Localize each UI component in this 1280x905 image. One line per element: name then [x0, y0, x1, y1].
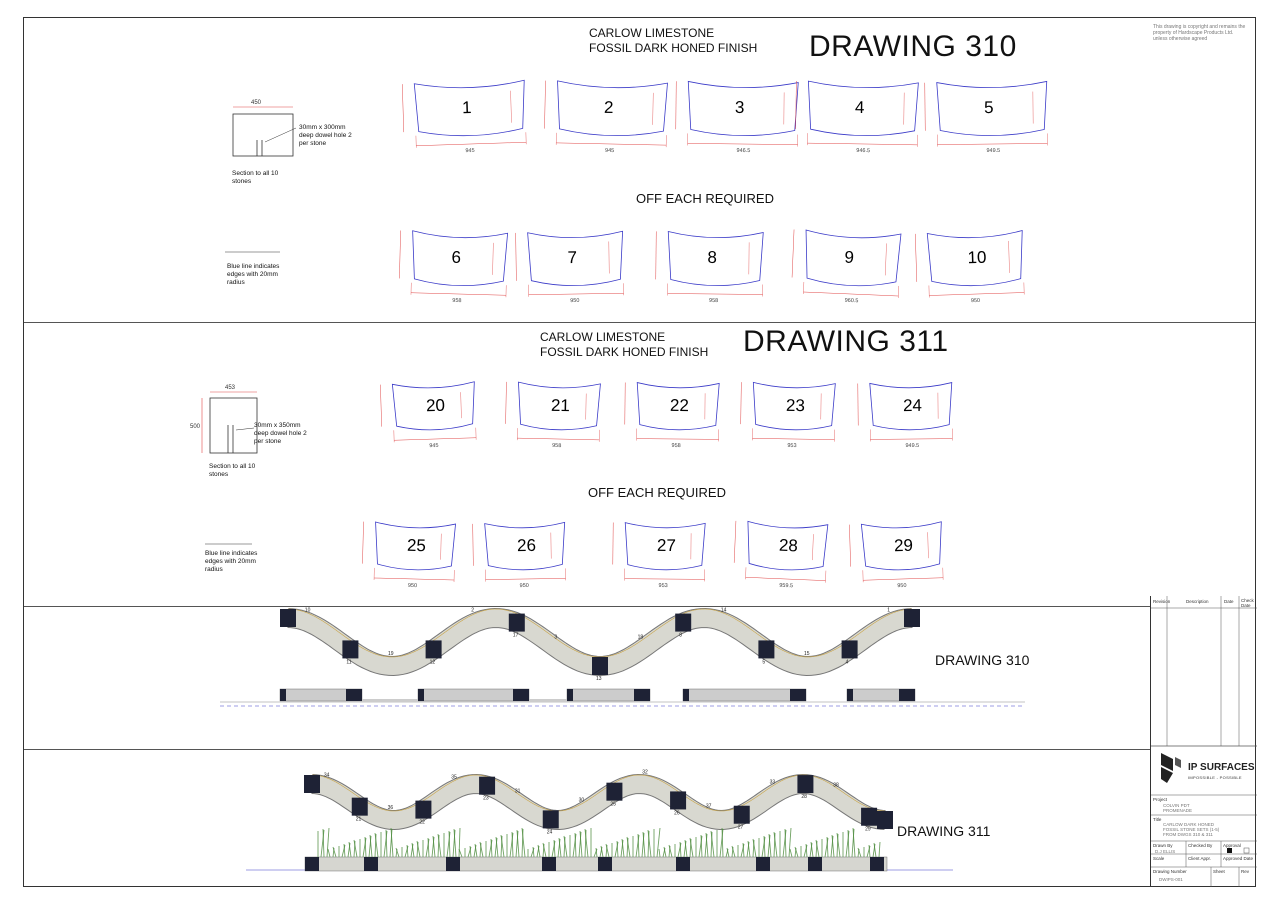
plan-label: DRAWING 310: [935, 652, 1030, 668]
stone-number: 25: [406, 535, 427, 556]
drawing-number-value: DWIPS-001: [1159, 877, 1183, 882]
project-label: Project: [1153, 797, 1168, 802]
seat-block: [479, 777, 495, 795]
stone-number: 9: [844, 247, 855, 268]
tb-header: Date: [1224, 599, 1234, 604]
stone-number: 20: [425, 395, 446, 416]
stone-width-dim: 959.5: [779, 582, 794, 590]
drawn-value: D.J ELLIS: [1155, 849, 1176, 854]
plan-number: 4: [845, 659, 849, 666]
plan-number: 38: [833, 782, 839, 789]
stone-number: 21: [550, 395, 571, 416]
scale-label: Scale: [1153, 856, 1165, 861]
dowel-note: 30mm x 350mm deep dowel hole 2 per stone: [254, 422, 307, 445]
plan311-walkway: [304, 770, 893, 836]
plan-number: 29: [865, 826, 871, 833]
plan-number: 11: [346, 659, 352, 666]
stone-number: 22: [669, 395, 690, 416]
material-line2: FOSSIL DARK HONED FINISH: [540, 345, 709, 359]
title-block: [1150, 596, 1257, 887]
plan-number: 34: [323, 772, 330, 779]
rev-label: Rev: [1241, 869, 1250, 874]
drawing-title: DRAWING 311: [743, 325, 949, 358]
plan-number: 30: [578, 797, 585, 804]
title-value: CARLOW DARK HONED FOSSIL STONE SETS (1-5) FROM DWGS 310 & 311: [1163, 822, 1220, 837]
material-line1: CARLOW LIMESTONE: [540, 330, 666, 344]
plan-number: 35: [451, 774, 457, 781]
seat-block: [758, 640, 774, 658]
stone-width-dim: 945: [429, 442, 439, 450]
seat-block: [734, 806, 750, 824]
seat-block: [606, 783, 622, 801]
stone-width-dim: 949.5: [905, 442, 920, 450]
plan-number: 24: [546, 829, 553, 836]
stone-width-dim: 950: [970, 297, 981, 305]
stone-width-dim: 950: [570, 297, 580, 305]
copyright-note: This drawing is copyright and remains the property of Hardscape Products Ltd. unless otherwise agreed: [1153, 24, 1246, 42]
stone-width-dim: 945: [465, 147, 475, 155]
stone-number: 1: [461, 97, 472, 118]
stone-number: 3: [734, 97, 745, 118]
stone-number: 24: [902, 395, 923, 416]
dowel-note: 30mm x 300mm deep dowel hole 2 per stone: [299, 124, 352, 147]
drawing-number-label: Drawing Number: [1153, 869, 1187, 874]
company-tagline: IMPOSSIBLE - POSSIBLE: [1188, 775, 1242, 780]
approval-label: Approval: [1223, 843, 1241, 848]
plan-number: 27: [737, 824, 744, 831]
stone-width-dim: 950: [897, 582, 907, 590]
plan-label: DRAWING 311: [897, 823, 991, 839]
plan-number: 19: [388, 651, 394, 657]
plan-number: 12: [429, 659, 436, 666]
plan-number: 26: [674, 810, 680, 817]
section-caption: Section to all 10 stones: [209, 463, 256, 478]
drawn-label: Drawn By: [1153, 843, 1173, 848]
stone-width-dim: 946.5: [736, 147, 751, 155]
stone-width-dim: 958: [552, 442, 562, 450]
drawing-title: DRAWING 310: [809, 30, 1017, 63]
stone-width-dim: 960.5: [844, 297, 859, 305]
seat-block: [342, 640, 358, 658]
title-label: Title: [1153, 817, 1162, 822]
stone-number: 27: [656, 535, 677, 556]
seat-block: [543, 810, 559, 828]
stone-width-dim: 953: [787, 442, 797, 450]
elevation-310: [220, 689, 1025, 706]
stone-number: 4: [854, 97, 865, 118]
plan-number: 14: [720, 607, 727, 614]
checked-label: Checked By: [1188, 843, 1213, 848]
seat-block: [426, 640, 442, 658]
plan-number: 37: [705, 803, 712, 810]
stone-number: 8: [707, 247, 718, 268]
seat-block: [797, 775, 813, 793]
section-caption: Section to all 10 stones: [232, 170, 279, 185]
stone-number: 10: [967, 247, 987, 268]
stone-width-dim: 946.5: [856, 147, 871, 155]
plan-number: 21: [355, 816, 362, 823]
plan-number: 18: [637, 634, 644, 641]
off-each-required: OFF EACH REQUIRED: [636, 191, 774, 206]
seat-block: [675, 614, 691, 632]
elevation-311: [246, 828, 953, 871]
material-line1: CARLOW LIMESTONE: [589, 26, 715, 40]
section-dim: 450: [251, 100, 262, 106]
material-line2: FOSSIL DARK HONED FINISH: [589, 41, 758, 55]
stone-width-dim: 950: [407, 582, 418, 590]
plan-number: 28: [801, 794, 807, 801]
tb-header: Check Date: [1241, 598, 1254, 608]
stone-width-dim: 958: [452, 297, 462, 305]
stone-width-dim: 949.5: [986, 147, 1001, 155]
seat-block: [670, 791, 686, 809]
plan-number: 33: [769, 779, 776, 786]
seat-block: [352, 798, 368, 816]
blue-line-note: Blue line indicates edges with 20mm radius: [227, 263, 280, 286]
tb-header: Revision: [1153, 599, 1171, 604]
ip-logo-icon: [1161, 753, 1181, 783]
plan310-walkway: [280, 608, 920, 682]
plan-number: 22: [419, 819, 425, 826]
stone-number: 29: [893, 535, 914, 556]
plan-number: 2: [471, 607, 474, 614]
stone-width-dim: 958: [708, 297, 719, 305]
stone-number: 23: [785, 395, 806, 416]
stone-number: 5: [983, 97, 994, 118]
stone-number: 26: [516, 535, 537, 556]
stone-number: 6: [451, 247, 462, 268]
blue-line-note: Blue line indicates edges with 20mm radius: [205, 550, 258, 573]
plan-number: 3: [554, 634, 558, 641]
plan-number: 15: [804, 651, 810, 657]
stone-width-dim: 950: [519, 582, 529, 590]
plan-number: 5: [762, 659, 766, 666]
plan-number: 23: [483, 795, 489, 802]
plan-number: 13: [596, 676, 602, 682]
sheet-label: Sheet: [1213, 869, 1225, 874]
stone-number: 2: [603, 97, 614, 118]
plan-number: 32: [642, 769, 648, 776]
section-dim: 453: [225, 385, 236, 391]
plan-number: 10: [304, 607, 311, 614]
plan-number: 1: [887, 607, 890, 614]
seat-block: [509, 614, 525, 632]
stone-width-dim: 953: [658, 582, 668, 590]
company-name: IP SURFACES: [1188, 762, 1255, 773]
project-value: COLVIN PDT PROMENADE: [1163, 803, 1193, 813]
seat-block: [415, 801, 431, 819]
stone-width-dim: 945: [604, 147, 615, 155]
stone-number: 28: [778, 535, 799, 556]
section-dim: 500: [190, 424, 201, 430]
plan-number: 25: [610, 801, 616, 808]
stone-number: 7: [567, 247, 578, 268]
plan-number: 36: [387, 804, 394, 811]
client-label: Client Appr.: [1188, 856, 1212, 861]
plan-number: 8: [679, 632, 682, 639]
seat-block: [861, 808, 877, 826]
stone-width-dim: 958: [671, 442, 681, 450]
tb-header: Description: [1186, 599, 1209, 604]
plan-number: 17: [512, 632, 519, 639]
seat-block: [592, 657, 608, 675]
off-each-required: OFF EACH REQUIRED: [588, 485, 726, 500]
approved-label: Approved Date: [1223, 856, 1254, 861]
seat-block: [842, 640, 858, 658]
plan-number: 31: [514, 788, 521, 795]
